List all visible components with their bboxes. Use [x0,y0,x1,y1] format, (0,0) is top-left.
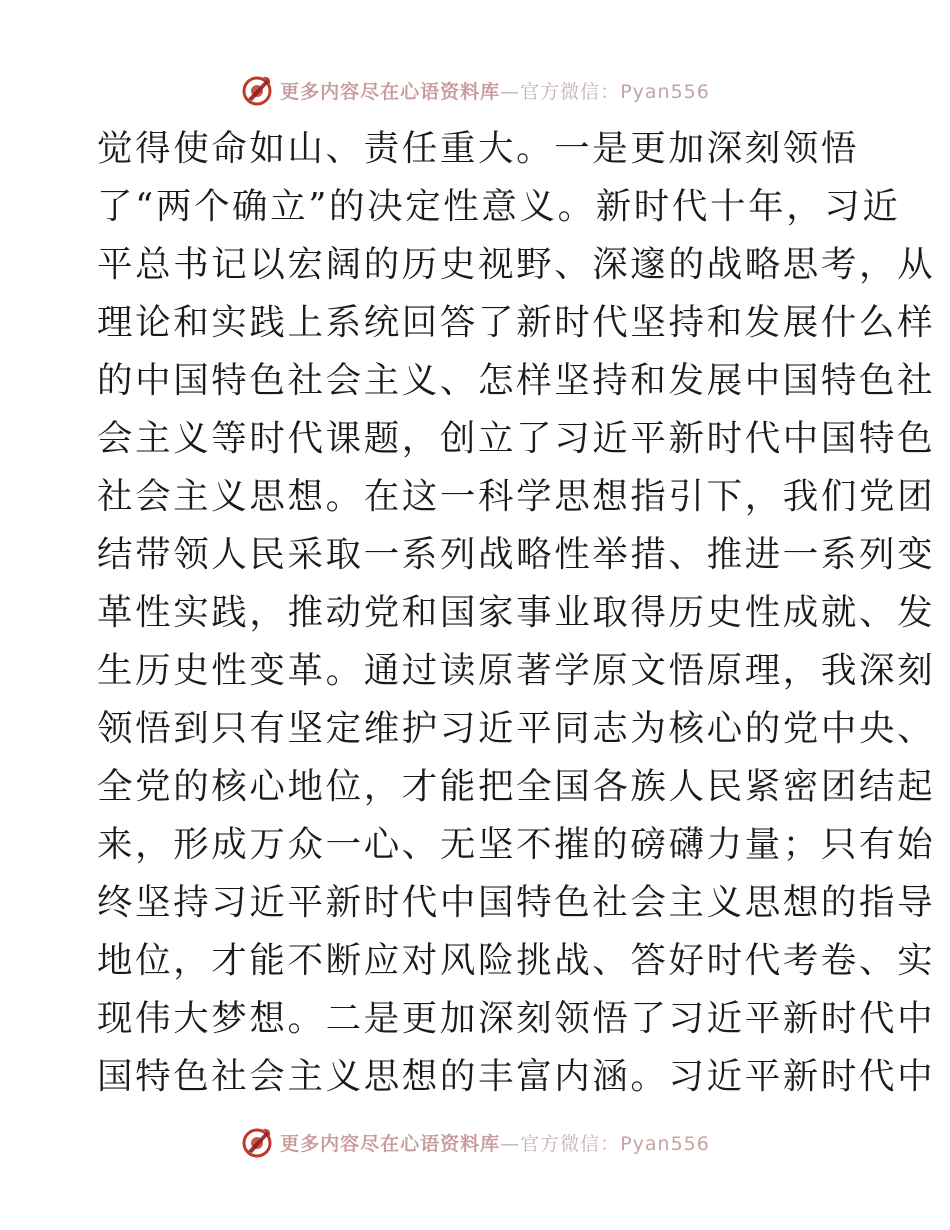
document-body [97,120,936,1106]
body-line: 的中国特色社会主义、怎样坚持和发展中国特色社 [97,360,936,401]
body-line: 会主义等时代课题，创立了习近平新时代中国特色 [97,418,936,459]
body-line: 社会主义思想。在这一科学思想指引下，我们党团 [97,476,936,517]
body-line: 革性实践，推动党和国家事业取得历史性成就、发 [97,592,936,633]
body-line: 平总书记以宏阔的历史视野、深邃的战略思考，从 [97,244,936,285]
watermark-dash: — [500,80,521,103]
body-line: 终坚持习近平新时代中国特色社会主义思想的指导 [97,882,936,923]
body-line: 地位，才能不断应对风险挑战、答好时代考卷、实 [97,940,936,981]
watermark-handle: Pyan556 [620,1132,710,1155]
watermark-official-label: 官方微信： [520,1132,621,1155]
body-line: 觉得使命如山、责任重大。一是更加深刻领悟 [97,128,860,169]
body-line: 现伟大梦想。二是更加深刻领悟了习近平新时代中 [97,998,936,1039]
body-line: 来，形成万众一心、无坚不摧的磅礴力量；只有始 [97,824,936,865]
quill-logo-icon [240,1125,274,1159]
watermark-brand: 更多内容尽在心语资料库 [280,1132,501,1155]
quill-logo-icon [240,73,274,107]
body-line: 了“两个确立”的决定性意义。新时代十年，习近 [97,186,901,227]
watermark-brand: 更多内容尽在心语资料库 [280,80,501,103]
footer-watermark [0,1124,950,1160]
body-line: 全党的核心地位，才能把全国各族人民紧密团结起 [97,766,936,807]
body-line: 结带领人民采取一系列战略性举措、推进一系列变 [97,534,936,575]
watermark-dash: — [500,1132,521,1155]
watermark-official-label: 官方微信： [520,80,621,103]
watermark-text [280,1129,710,1156]
body-line: 国特色社会主义思想的丰富内涵。习近平新时代中 [97,1056,936,1097]
watermark-handle: Pyan556 [620,80,710,103]
body-line: 理论和实践上系统回答了新时代坚持和发展什么样 [97,302,936,343]
body-line: 生历史性变革。通过读原著学原文悟原理，我深刻 [97,650,936,691]
body-line: 领悟到只有坚定维护习近平同志为核心的党中央、 [97,708,936,749]
watermark-text [280,77,710,104]
header-watermark [0,72,950,108]
